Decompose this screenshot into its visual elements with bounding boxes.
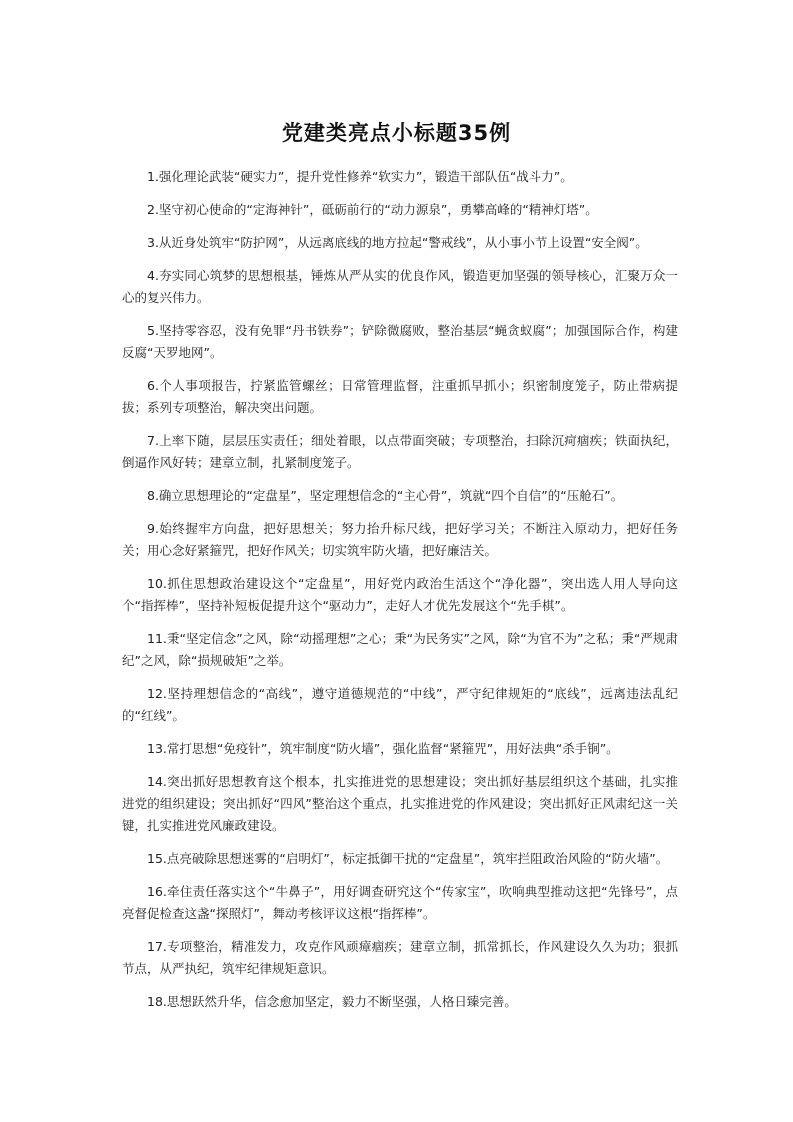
list-item: 10.抓住思想政治建设这个“定盘星”，用好党内政治生活这个“净化器”，突出选人用人导向这个“指挥棒”，坚持补短板促提升这个“驱动力”，走好人才优先发展这个“先手棋”。 <box>122 576 678 613</box>
list-item: 1.强化理论武装“硬实力”，提升党性修养“软实力”，锻造干部队伍“战斗力”。 <box>147 169 573 184</box>
document-title: 党建类亮点小标题35例 <box>281 121 512 145</box>
list-item: 8.确立思想理论的“定盘星”，坚定理想信念的“主心骨”，筑就“四个自信”的“压舱石”。 <box>147 488 624 503</box>
list-item: 7.上率下随，层层压实责任；细处着眼，以点带面突破；专项整治，扫除沉疴痼疾；铁面执纪，倒逼作风好转；建章立制，扎紧制度笼子。 <box>122 433 678 470</box>
list-item: 5.坚持零容忍，没有免罪“丹书铁券”；铲除微腐败，整治基层“蝇贪蚁腐”；加强国际合作，构建反腐“天罗地网”。 <box>122 323 678 360</box>
list-item: 13.常打思想“免疫针”，筑牢制度“防火墙”，强化监督“紧箍咒”，用好法典“杀手锏”。 <box>147 741 619 756</box>
item-list <box>122 166 678 1024</box>
list-item: 12.坚持理想信念的“高线”，遵守道德规范的“中线”，严守纪律规矩的“底线”，远离违法乱纪的“红线”。 <box>122 686 678 723</box>
list-item: 6.个人事项报告，拧紧监管螺丝；日常管理监督，注重抓早抓小；织密制度笼子，防止带病提拔；系列专项整治，解决突出问题。 <box>122 378 678 415</box>
list-item: 14.突出抓好思想教育这个根本，扎实推进党的思想建设；突出抓好基层组织这个基础，扎实推进党的组织建设；突出抓好“四风”整治这个重点，扎实推进党的作风建设；突出抓好正风肃纪这一关键，扎实推进党风廉政建设。 <box>122 774 678 833</box>
list-item: 11.秉“坚定信念”之风，除“动摇理想”之心；秉“为民务实”之风，除“为官不为”之私；秉“严规肃纪”之风，除“损规破矩”之举。 <box>122 631 678 668</box>
list-item: 17.专项整治，精准发力，攻克作风顽瘴痼疾；建章立制，抓常抓长，作风建设久久为功；狠抓节点，从严执纪，筑牢纪律规矩意识。 <box>122 939 678 976</box>
list-item: 9.始终握牢方向盘，把好思想关；努力抬升标尺线，把好学习关；不断注入原动力，把好任务关；用心念好紧箍咒，把好作风关；切实筑牢防火墙，把好廉洁关。 <box>122 521 678 558</box>
list-item: 2.坚守初心使命的“定海神针”，砥砺前行的“动力源泉”，勇攀高峰的“精神灯塔”。 <box>147 202 598 217</box>
list-item: 3.从近身处筑牢“防护网”，从远离底线的地方拉起“警戒线”，从小事小节上设置“安全阀”。 <box>147 235 648 250</box>
list-item: 18.思想跃然升华，信念愈加坚定，毅力不断坚强，人格日臻完善。 <box>147 994 517 1009</box>
list-item: 16.牵住责任落实这个“牛鼻子”，用好调查研究这个“传家宝”，吹响典型推动这把“先锋号”，点亮督促检查这盏“探照灯”，舞动考核评议这根“指挥棒”。 <box>122 884 678 921</box>
list-item: 4.夯实同心筑梦的思想根基，锤炼从严从实的优良作风，锻造更加坚强的领导核心，汇聚万众一心的复兴伟力。 <box>122 268 678 305</box>
list-item: 15.点亮破除思想迷雾的“启明灯”，标定抵御干扰的“定盘星”，筑牢拦阻政治风险的“防火墙”。 <box>147 851 669 866</box>
